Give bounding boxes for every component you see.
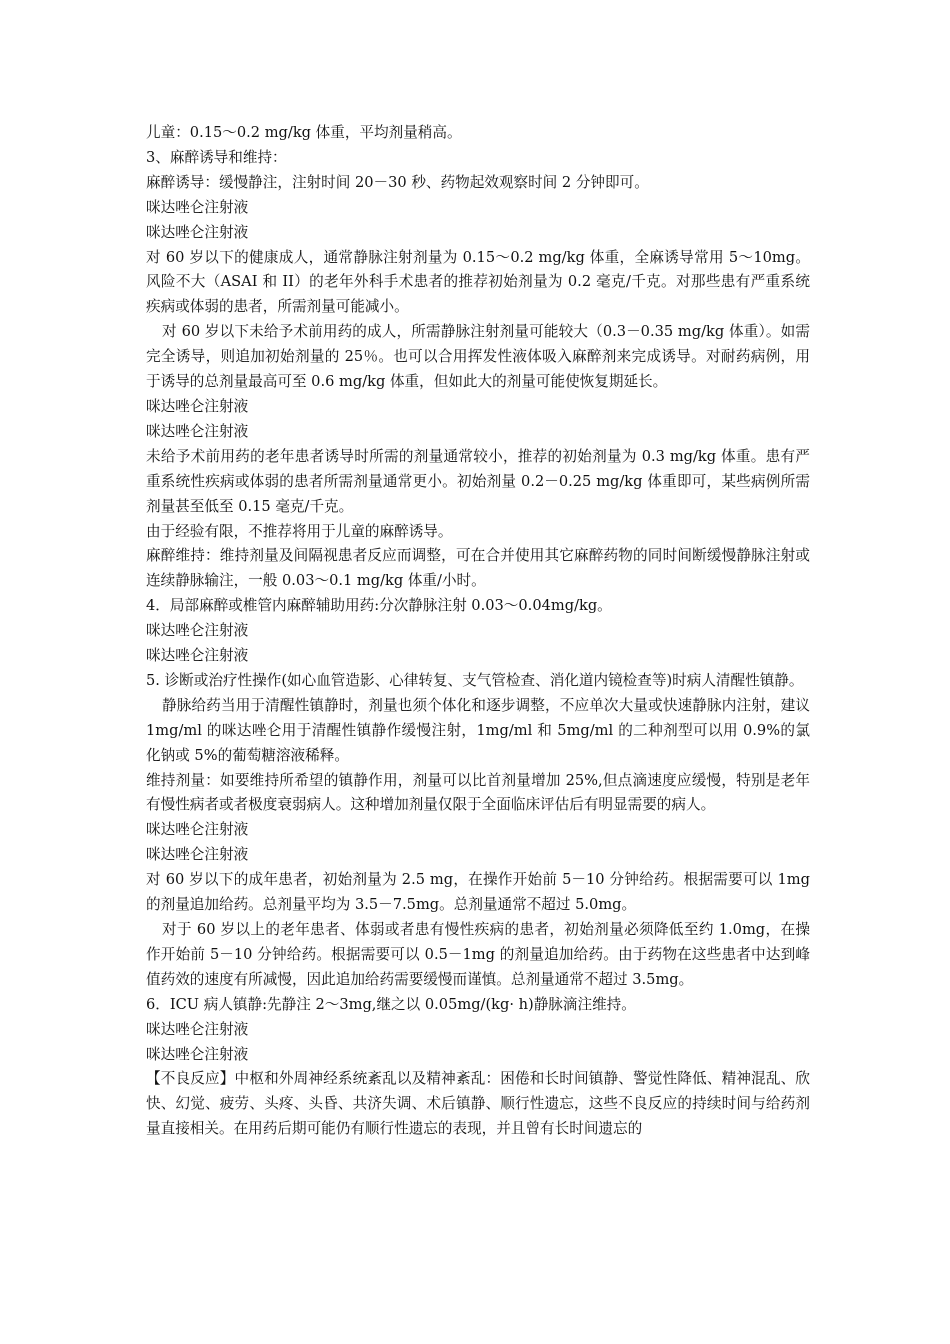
paragraph: 4．局部麻醉或椎管内麻醉辅助用药:分次静脉注射 0.03～0.04mg/kg。 <box>146 597 612 615</box>
paragraph: 咪达唑仑注射液 <box>146 422 249 440</box>
paragraph: 儿童：0.15～0.2 mg/kg 体重，平均剂量稍高。 <box>146 124 462 141</box>
document-page <box>146 121 810 1142</box>
paragraph: 麻醉维持：维持剂量及间隔视患者反应而调整，可在合并使用其它麻醉药物的同时间断缓慢静脉注射或连续静脉输注，一般 0.03～0.1 mg/kg 体重/小时。 <box>146 547 810 590</box>
paragraph: 咪达唑仑注射液 <box>146 1045 249 1063</box>
paragraph: 咪达唑仑注射液 <box>146 397 249 415</box>
paragraph: 未给予术前用药的老年患者诱导时所需的剂量通常较小，推荐的初始剂量为 0.3 mg/kg 体重。患有严重系统性疾病或体弱的患者所需剂量通常更小。初始剂量 0.2－0.25 mg/kg 体重即可，某些病例所需剂量甚至低至 0.15 毫克/千克。 <box>146 447 810 515</box>
paragraph: 麻醉诱导：缓慢静注，注射时间 20－30 秒、药物起效观察时间 2 分钟即可。 <box>146 173 649 191</box>
paragraph: 由于经验有限，不推荐将用于儿童的麻醉诱导。 <box>146 522 453 540</box>
paragraph: 静脉给药当用于清醒性镇静时，剂量也须个体化和逐步调整，不应单次大量或快速静脉内注射，建议 1mg/ml 的咪达唑仑用于清醒性镇静作缓慢注射，1mg/ml 和 5mg/ml 的二种剂型可以用 0.9%的氯化钠或 5%的葡萄糖溶液稀释。 <box>146 696 810 764</box>
paragraph: 6．ICU 病人镇静:先静注 2～3mg,继之以 0.05mg/(kg· h)静脉滴注维持。 <box>146 995 636 1013</box>
paragraph: 对 60 岁以下未给予术前用药的成人，所需静脉注射剂量可能较大（0.3－0.35 mg/kg 体重）。如需完全诱导，则追加初始剂量的 25％。也可以合用挥发性液体吸入麻醉剂来完成诱导。对耐药病例，用于诱导的总剂量最高可至 0.6 mg/kg 体重，但如此大的剂量可能使恢复期延长。 <box>146 323 810 391</box>
paragraph: 咪达唑仑注射液 <box>146 1020 249 1038</box>
paragraph: 咪达唑仑注射液 <box>146 821 249 839</box>
paragraph: 对 60 岁以下的健康成人，通常静脉注射剂量为 0.15～0.2 mg/kg 体重，全麻诱导常用 5～10mg。风险不大（ASAI 和 II）的老年外科手术患者的推荐初始剂量为 0.2 毫克/千克。对那些患有严重系统疾病或体弱的患者，所需剂量可能减小。 <box>146 248 810 316</box>
paragraph: 5. 诊断或治疗性操作(如心血管造影、心律转复、支气管检查、消化道内镜检查等)时病人清醒性镇静。 <box>146 671 804 689</box>
paragraph: 咪达唑仑注射液 <box>146 223 249 241</box>
paragraph: 咪达唑仑注射液 <box>146 622 249 640</box>
paragraph: 对 60 岁以下的成年患者，初始剂量为 2.5 mg，在操作开始前 5－10 分钟给药。根据需要可以 1mg 的剂量追加给药。总剂量平均为 3.5－7.5mg。总剂量通常不超过 5.0mg。 <box>146 871 810 914</box>
paragraph: 咪达唑仑注射液 <box>146 647 249 665</box>
paragraph: 对于 60 岁以上的老年患者、体弱或者患有慢性疾病的患者，初始剂量必须降低至约 1.0mg，在操作开始前 5－10 分钟给药。根据需要可以 0.5－1mg 的剂量追加给药。由于药物在这些患者中达到峰值药效的速度有所减慢，因此追加给药需要缓慢而谨慎。总剂量通常不超过 3.5mg。 <box>146 921 810 988</box>
paragraph: 咪达唑仑注射液 <box>146 198 249 216</box>
paragraph: 【不良反应】中枢和外周神经系统紊乱以及精神紊乱：困倦和长时间镇静、警觉性降低、精神混乱、欣快、幻觉、疲劳、头疼、头昏、共济失调、术后镇静、顺行性遗忘，这些不良反应的持续时间与给药剂量直接相关。在用药后期可能仍有顺行性遗忘的表现，并且曾有长时间遗忘的 <box>146 1070 810 1138</box>
paragraph: 维持剂量：如要维持所希望的镇静作用，剂量可以比首剂量增加 25%,但点滴速度应缓慢，特别是老年有慢性病者或者极度衰弱病人。这种增加剂量仅限于全面临床评估后有明显需要的病人。 <box>146 771 810 814</box>
paragraph: 3、麻醉诱导和维持： <box>146 148 287 166</box>
paragraph: 咪达唑仑注射液 <box>146 846 249 864</box>
